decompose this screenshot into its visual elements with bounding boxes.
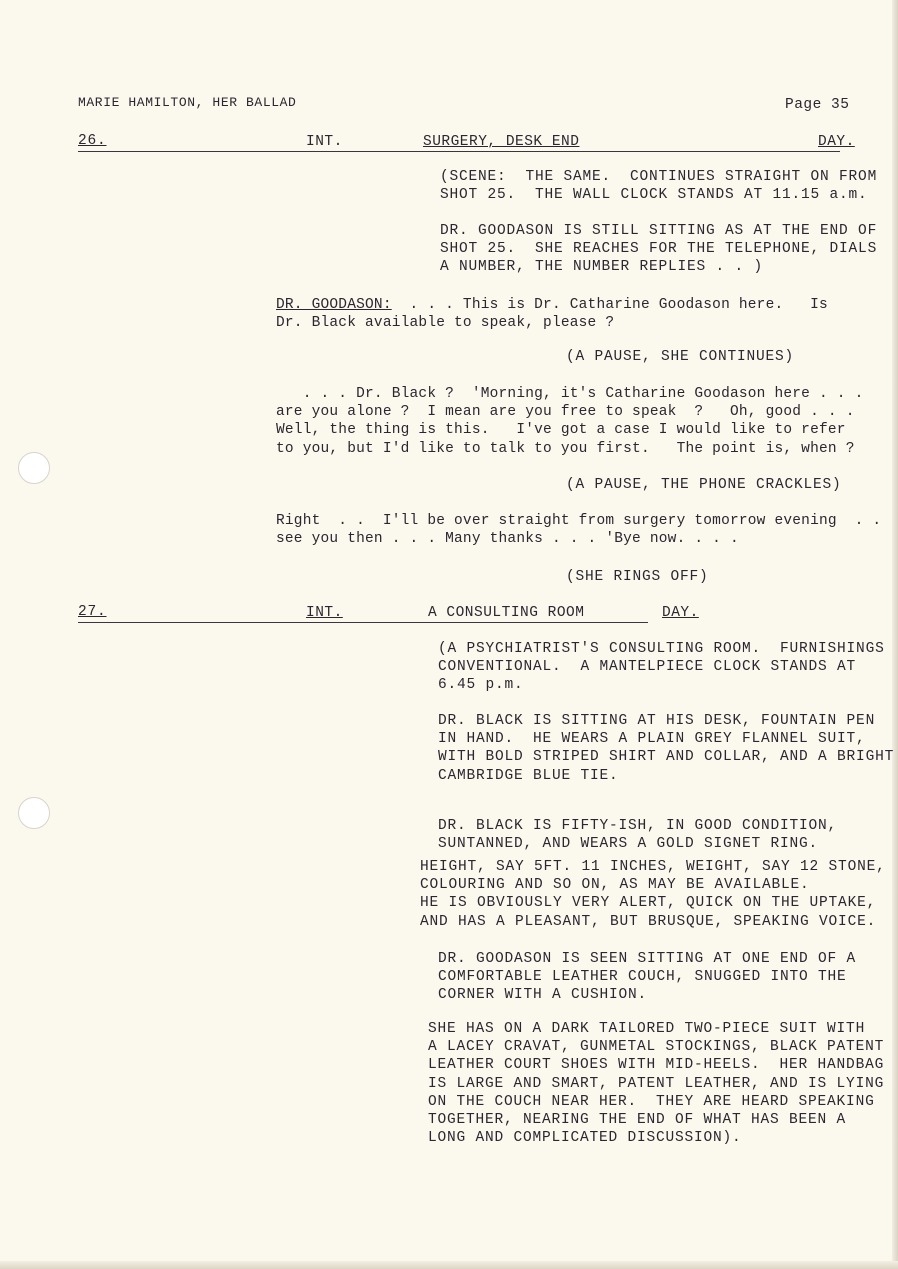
page-edge-shadow: [892, 0, 898, 1269]
parenthetical: (SHE RINGS OFF): [566, 569, 709, 585]
scene-divider: [78, 622, 648, 623]
scene-location: A CONSULTING ROOM: [428, 605, 585, 621]
dialogue-line: . . . This is Dr. Catharine Goodason here. Is: [391, 297, 828, 313]
parenthetical: (A PAUSE, SHE CONTINUES): [566, 349, 795, 365]
scene-number: 26.: [78, 133, 107, 149]
stage-direction: (A PSYCHIATRIST'S CONSULTING ROOM. FURNISHINGS CONVENTIONAL. A MANTELPIECE CLOCK STANDS AT 6.45 p.m.: [438, 641, 885, 694]
dialogue: [276, 296, 828, 314]
dialogue: . . . Dr. Black ? 'Morning, it's Catharine Goodason here . . . are you alone ? I mean are you free to speak ? Oh, good . . . Well, the thing is this. I've got a case I would like to refer to you, but I'd like to talk to you first. The point is, when ?: [276, 386, 864, 457]
dialogue: Right . . I'll be over straight from surgery tomorrow evening . . see you then . . . Many thanks . . . 'Bye now. . . .: [276, 513, 882, 548]
page-bottom-shadow: [0, 1261, 898, 1269]
scene-type: INT.: [306, 134, 343, 150]
stage-direction: SHE HAS ON A DARK TAILORED TWO-PIECE SUIT WITH A LACEY CRAVAT, GUNMETAL STOCKINGS, BLACK PATENT LEATHER COURT SHOES WITH MID-HEELS. HER HANDBAG IS LARGE AND SMART, PATENT LEATHER, AND IS LYING ON THE COUCH NEAR HER. THEY ARE HEARD SPEAKING TOGETHER, NEARING THE END OF WHAT HAS BEEN A LONG AND COMPLICATED DISCUSSION).: [428, 1021, 885, 1147]
scene-number: 27.: [78, 604, 107, 620]
speaker-name: DR. GOODASON:: [276, 297, 392, 313]
scene-time: DAY.: [662, 605, 699, 621]
stage-direction: DR. GOODASON IS SEEN SITTING AT ONE END OF A COMFORTABLE LEATHER COUCH, SNUGGED INTO THE CORNER WITH A CUSHION.: [438, 951, 857, 1004]
dialogue-line: Dr. Black available to speak, please ?: [276, 315, 615, 331]
punch-hole: [18, 797, 50, 829]
scene-location: SURGERY, DESK END: [423, 134, 580, 150]
scene-time: DAY.: [818, 134, 855, 150]
stage-direction: HEIGHT, SAY 5FT. 11 INCHES, WEIGHT, SAY 12 STONE, COLOURING AND SO ON, AS MAY BE AVAILABLE. HE IS OBVIOUSLY VERY ALERT, QUICK ON THE UPTAKE, AND HAS A PLEASANT, BUT BRUSQUE, SPEAKING VOICE.: [420, 859, 886, 930]
stage-direction: DR. GOODASON IS STILL SITTING AS AT THE END OF SHOT 25. SHE REACHES FOR THE TELEPHONE, DIALS A NUMBER, THE NUMBER REPLIES . . ): [440, 223, 878, 276]
scene-divider: [78, 151, 840, 152]
stage-direction: DR. BLACK IS SITTING AT HIS DESK, FOUNTAIN PEN IN HAND. HE WEARS A PLAIN GREY FLANNEL SUIT, WITH BOLD STRIPED SHIRT AND COLLAR, AND A BRIGHT CAMBRIDGE BLUE TIE.: [438, 713, 895, 784]
document-title: MARIE HAMILTON, HER BALLAD: [78, 95, 297, 110]
parenthetical: (A PAUSE, THE PHONE CRACKLES): [566, 477, 842, 493]
punch-hole: [18, 452, 50, 484]
stage-direction: DR. BLACK IS FIFTY-ISH, IN GOOD CONDITION, SUNTANNED, AND WEARS A GOLD SIGNET RING.: [438, 818, 838, 853]
page-number: Page 35: [785, 97, 850, 113]
stage-direction: (SCENE: THE SAME. CONTINUES STRAIGHT ON FROM SHOT 25. THE WALL CLOCK STANDS AT 11.15 a.m.: [440, 169, 878, 204]
scene-type: INT.: [306, 605, 343, 621]
